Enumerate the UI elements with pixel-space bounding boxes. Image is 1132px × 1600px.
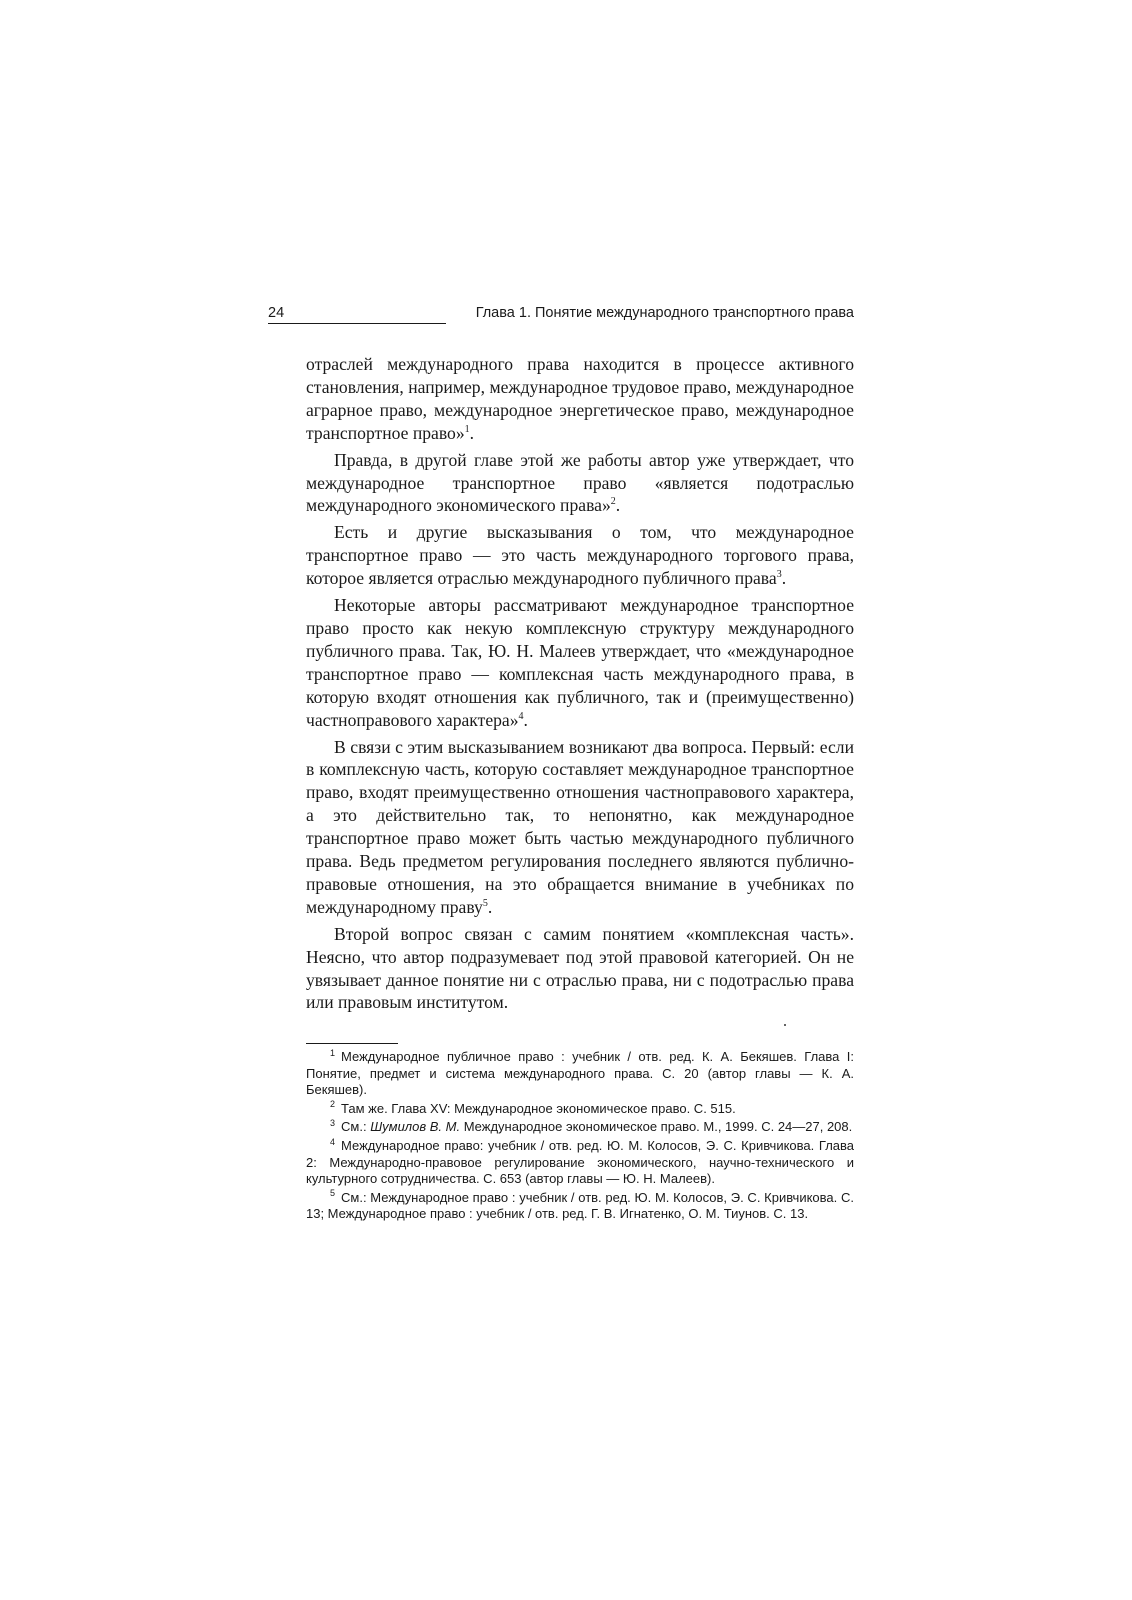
paragraph-text: Второй вопрос связан с самим понятием «комплексная часть». Неясно, что автор подразумевает под этой правовой категорией. Он не увязывает данное понятие ни с отраслью права, ни с подотраслью права или правовым институтом. (306, 923, 854, 1013)
scan-speck (784, 1024, 786, 1026)
paragraph (306, 923, 854, 1015)
footnote-reference: 4 (518, 710, 524, 722)
footnote-prefix: См.: (341, 1119, 371, 1135)
footnote-number: 2 (330, 1099, 336, 1110)
paragraph-end: . (487, 896, 493, 917)
footnote (306, 1101, 854, 1118)
paragraph-text: Некоторые авторы рассматривают международное транспортное право просто как некую комплексную структуру международного публичного права. Так, Ю. Н. Малеев утверждает, что «международное транспортное право — комплексная часть международного права, в которую входят отношения как публичного, так и (преимущественно) частноправового характера» (306, 595, 854, 730)
footnote-number: 1 (330, 1047, 336, 1058)
footnote-author: Шумилов В. М. (370, 1119, 461, 1135)
footnote-text: Там же. Глава XV: Международное экономическое право. С. 515. (341, 1100, 736, 1116)
paragraph (306, 594, 854, 731)
main-text (306, 353, 854, 1018)
footnote-reference: 5 (482, 897, 488, 909)
footnote (306, 1138, 854, 1188)
footnote-number: 5 (330, 1188, 336, 1199)
footnote-reference: 2 (610, 496, 616, 508)
running-head (268, 304, 854, 326)
paragraph-end: . (523, 709, 528, 730)
paragraph-text: Правда, в другой главе этой же работы автор уже утверждает, что международное транспортное право «является подотраслью международного экономического права» (306, 449, 854, 516)
paragraph (306, 353, 854, 445)
footnote-reference: 3 (776, 569, 782, 581)
footnote-text: Международное экономическое право. М., 1999. С. 24—27, 208. (460, 1119, 853, 1135)
paragraph-text: Есть и другие высказывания о том, что международное транспортное право — это часть международного торгового права, которое является отраслью международного публичного права (306, 522, 854, 589)
footnote-text: См.: Международное право : учебник / отв. ред. Ю. М. Колосов, Э. С. Кривчикова. С. 13; Международное право : учебник / отв. ред. Г. В. Игнатенко, О. М. Тиунов. С. 13. (306, 1189, 854, 1222)
footnote (306, 1049, 854, 1099)
paragraph-text: В связи с этим высказыванием возникают два вопроса. Первый: если в комплексную часть, которую составляет международное транспортное право, входят преимущественно отношения частноправового характера, а это действительно так, то непонятно, как международное транспортное право может быть частью международного публичного права. Ведь предметом регулирования последнего являются публично-правовые отношения, на это обращается внимание в учебниках по международному праву (306, 736, 854, 917)
page-number: 24 (268, 305, 285, 321)
running-head-rule (268, 323, 446, 324)
paragraph (306, 521, 854, 590)
footnote-text: Международное право: учебник / отв. ред. Ю. М. Колосов, Э. С. Кривчикова. Глава 2: Международно-правовое регулирование экономического, научно-технического и культурного сотрудничества. С. 653 (автор главы — Ю. Н. Малеев). (306, 1137, 854, 1187)
footnote-text: Международное публичное право : учебник / отв. ред. К. А. Бекяшев. Глава I: Понятие, предмет и система международного права. С. 20 (автор главы — К. А. Бекяшев). (306, 1049, 854, 1098)
paragraph (306, 736, 854, 919)
paragraph (306, 449, 854, 518)
footnotes (306, 1049, 854, 1225)
paragraph-end: . (469, 422, 475, 443)
paragraph-text: отраслей международного права находится в процессе активного становления, например, международное трудовое право, международное аграрное право, международное энергетическое право, международное транспортное право» (306, 354, 854, 443)
footnote-number: 4 (330, 1136, 336, 1147)
footnote (306, 1190, 854, 1223)
footnote-number: 3 (330, 1118, 336, 1129)
paragraph-end: . (781, 568, 787, 589)
chapter-title: Глава 1. Понятие международного транспортного права (475, 305, 854, 321)
footnote-reference: 1 (464, 423, 470, 435)
footnote-separator (306, 1043, 398, 1044)
paragraph-end: . (615, 495, 621, 516)
footnote (306, 1119, 854, 1136)
